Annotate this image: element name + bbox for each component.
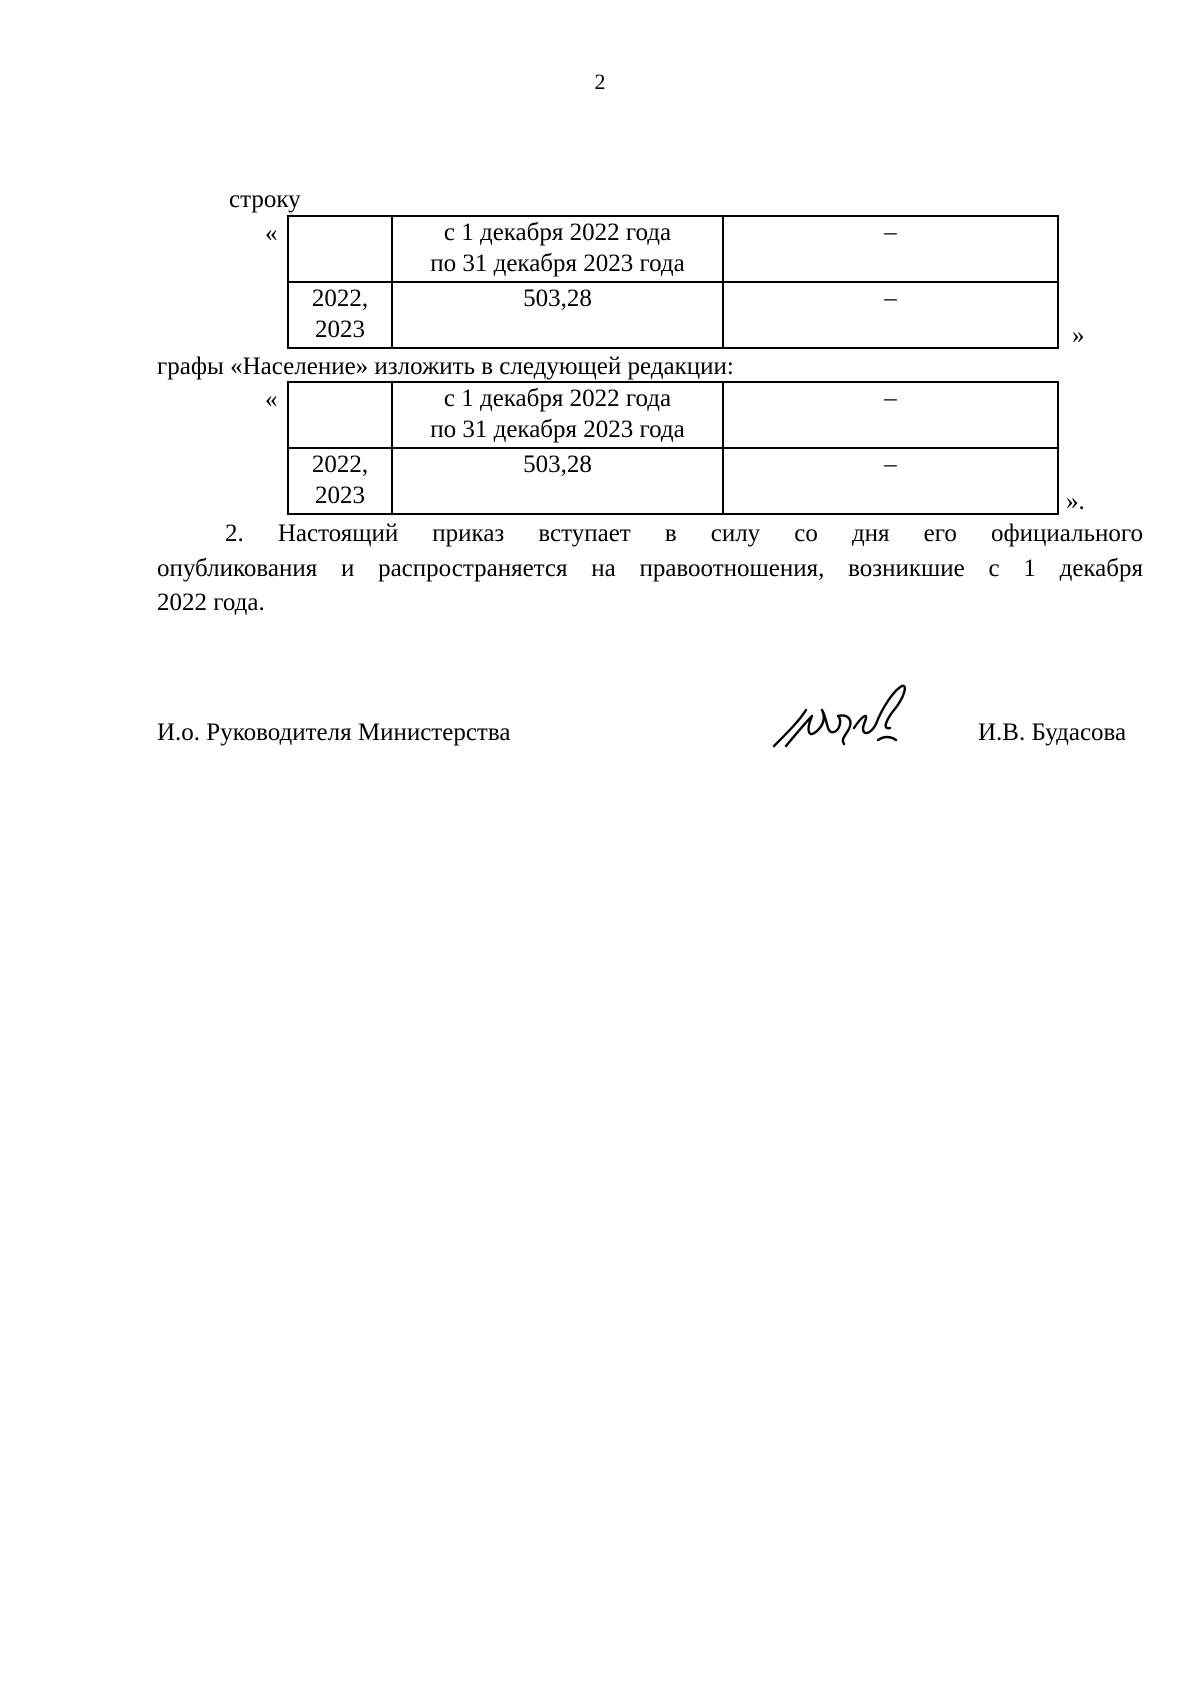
period-start: с 1 декабря 2022 года: [443, 219, 672, 246]
table-cell: [288, 382, 392, 448]
open-quote-2: «: [265, 386, 278, 413]
middle-line: графы «Население» изложить в следующей редакции:: [157, 353, 734, 380]
table-cell-period: [392, 382, 723, 448]
period-end: по 31 декабря 2023 года: [430, 250, 685, 277]
handwritten-signature: [766, 680, 926, 760]
close-quote-1: »: [1072, 322, 1085, 349]
amendment-table-new: [287, 381, 1059, 515]
open-quote-1: «: [265, 220, 278, 247]
paragraph-line-2: опубликования и распространяется на правоотношения, возникшие с 1 декабря: [157, 555, 1143, 582]
paragraph-line-3: 2022 года.: [157, 589, 265, 616]
table-cell-years: [288, 448, 392, 514]
table-row: [288, 216, 1058, 282]
table-cell-period: [392, 216, 723, 282]
year-start: 2022,: [311, 285, 369, 312]
year-start: 2022,: [311, 451, 369, 478]
table-cell-value: 503,28: [392, 282, 723, 348]
period-start: с 1 декабря 2022 года: [443, 385, 672, 412]
table-cell-dash: –: [723, 382, 1058, 448]
page-number: 2: [594, 69, 606, 94]
signatory-name: И.В. Будасова: [978, 719, 1127, 746]
table-cell: [288, 216, 392, 282]
table-cell-value: 503,28: [392, 448, 723, 514]
table-cell-dash: –: [723, 448, 1058, 514]
table-cell-years: [288, 282, 392, 348]
table-cell-dash: –: [723, 282, 1058, 348]
table-row: [288, 382, 1058, 448]
table-row: [288, 282, 1058, 348]
table-cell-dash: –: [723, 216, 1058, 282]
amendment-table-old: [287, 215, 1059, 349]
lead-word: строку: [229, 186, 301, 213]
year-end: 2023: [315, 316, 365, 343]
signatory-position: И.о. Руководителя Министерства: [157, 719, 511, 746]
year-end: 2023: [315, 482, 365, 509]
table-row: [288, 448, 1058, 514]
period-end: по 31 декабря 2023 года: [430, 416, 685, 443]
close-quote-2: ».: [1066, 488, 1085, 515]
paragraph-line-1: 2. Настоящий приказ вступает в силу со дня его официального: [225, 520, 1143, 547]
